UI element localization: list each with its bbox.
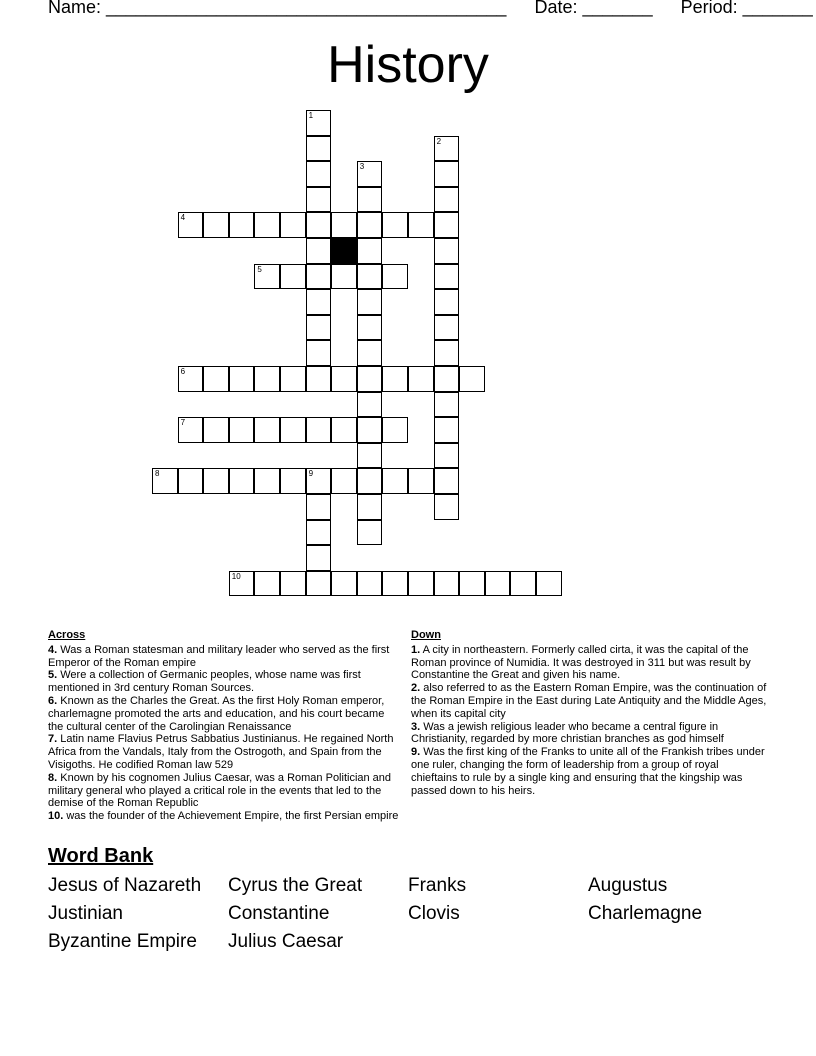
grid-cell[interactable] (254, 571, 280, 597)
grid-cell[interactable] (434, 212, 460, 238)
grid-cell[interactable] (434, 417, 460, 443)
grid-cell[interactable] (203, 468, 229, 494)
grid-cell[interactable] (306, 494, 332, 520)
word-bank-item: Julius Caesar (228, 931, 344, 952)
word-bank-item: Justinian (48, 903, 123, 924)
grid-cell[interactable] (306, 340, 332, 366)
grid-cell[interactable] (382, 571, 408, 597)
word-bank-item: Augustus (588, 875, 668, 896)
clue-number: 5 (257, 264, 262, 274)
grid-cell[interactable] (536, 571, 562, 597)
page-title: History (327, 36, 489, 94)
grid-cell[interactable] (306, 212, 332, 238)
grid-cell[interactable] (434, 289, 460, 315)
clue-number: 3. (411, 720, 421, 733)
down-clue (411, 746, 767, 797)
grid-cell[interactable] (434, 340, 460, 366)
clue-number: 6. (48, 694, 58, 707)
grid-cell[interactable] (306, 366, 332, 392)
grid-cell[interactable] (408, 571, 434, 597)
clue-number: 9. (411, 746, 421, 759)
grid-cell[interactable] (357, 289, 383, 315)
grid-cell[interactable] (408, 212, 434, 238)
grid-cell[interactable] (382, 264, 408, 290)
grid-cell[interactable] (434, 443, 460, 469)
grid-cell[interactable] (434, 136, 460, 162)
clue-number: 4. (48, 643, 58, 656)
grid-cell[interactable] (434, 392, 460, 418)
across-clue (48, 695, 400, 733)
word-bank-item: Constantine (228, 903, 330, 924)
grid-cell[interactable] (357, 315, 383, 341)
grid-cell[interactable] (229, 417, 255, 443)
word-bank-title: Word Bank (48, 845, 154, 867)
down-clue (411, 682, 767, 720)
grid-cell[interactable] (280, 264, 306, 290)
across-clues (48, 629, 400, 823)
across-clue (48, 733, 400, 771)
grid-cell[interactable] (382, 417, 408, 443)
across-clue (48, 669, 400, 695)
grid-cell[interactable] (408, 366, 434, 392)
clue-text: Was a jewish religious leader who became a central figure in Christianity, regarded by more christian branches as god himself (411, 720, 724, 746)
clue-text: Known by his cognomen Julius Caesar, was a Roman Politician and military general who played a critical role in the events that led to the demise of the Roman Republic (48, 771, 392, 810)
grid-cell[interactable] (331, 212, 357, 238)
grid-cell[interactable] (254, 264, 280, 290)
grid-cell[interactable] (357, 264, 383, 290)
across-heading: Across (48, 629, 86, 641)
date-field[interactable]: Date: _______ (534, 0, 653, 17)
grid-cell[interactable] (357, 212, 383, 238)
grid-cell[interactable] (280, 571, 306, 597)
grid-cell[interactable] (357, 571, 383, 597)
grid-cell[interactable] (306, 468, 332, 494)
grid-cell[interactable] (434, 264, 460, 290)
grid-cell[interactable] (152, 468, 178, 494)
grid-cell[interactable] (434, 161, 460, 187)
grid-cell[interactable] (357, 392, 383, 418)
clue-text: Was a Roman statesman and military leader who served as the first Emperor of the Roman empire (48, 643, 390, 669)
clue-number: 1. (411, 643, 421, 656)
clue-text: Latin name Flavius Petrus Sabbatius Justinianus. He regained North Africa from the Vandals, Italy from the Ostrogoth, and Spain from the Visigoths. He codified Roman law 529 (48, 733, 394, 771)
word-bank-item: Franks (408, 875, 467, 896)
grid-cell[interactable] (203, 366, 229, 392)
grid-cell[interactable] (382, 366, 408, 392)
clue-number: 1 (308, 111, 314, 120)
grid-cell[interactable] (229, 571, 255, 597)
grid-cell[interactable] (434, 366, 460, 392)
grid-cell[interactable] (357, 468, 383, 494)
grid-cell[interactable] (382, 212, 408, 238)
clue-number: 5. (48, 669, 58, 682)
grid-cell[interactable] (357, 417, 383, 443)
word-bank-item: Charlemagne (588, 903, 703, 924)
grid-cell[interactable] (357, 520, 383, 546)
grid-cell[interactable] (254, 468, 280, 494)
grid-cell[interactable] (306, 417, 332, 443)
clue-text: was the founder of the Achievement Empire, the first Persian empire (63, 810, 399, 823)
name-field[interactable]: Name: ________________________________________ (48, 0, 507, 17)
clue-number: 9 (308, 469, 314, 479)
grid-cell[interactable] (434, 571, 460, 597)
clue-number: 4 (180, 213, 186, 223)
grid-cell[interactable] (357, 187, 383, 213)
grid-cell[interactable] (357, 443, 383, 469)
grid-cell[interactable] (434, 494, 460, 520)
grid-cell[interactable] (331, 468, 357, 494)
grid-cell[interactable] (203, 417, 229, 443)
word-bank-item: Cyrus the Great (228, 875, 363, 896)
word-bank-item: Clovis (408, 903, 460, 924)
grid-cell[interactable] (510, 571, 536, 597)
down-clues (411, 629, 767, 797)
black-cell (331, 238, 357, 264)
clue-number: 6 (180, 367, 186, 376)
down-clue (411, 644, 767, 682)
clue-text: Known as the Charles the Great. As the first Holy Roman emperor, charlemagne promoted the arts and education, and his court became the cultural center of the Carolingian Renaissance (48, 694, 385, 733)
clue-number: 8 (155, 469, 160, 479)
clue-text: also referred to as the Eastern Roman Empire, was the continuation of the Roman Empire in the East during Late Antiquity and the Middle Ages, when its capital city (411, 682, 767, 720)
grid-cell[interactable] (357, 161, 383, 187)
grid-cell[interactable] (306, 571, 332, 597)
grid-cell[interactable] (178, 417, 204, 443)
grid-cell[interactable] (331, 264, 357, 290)
grid-cell[interactable] (178, 468, 204, 494)
grid-cell[interactable] (485, 571, 511, 597)
grid-cell[interactable] (306, 264, 332, 290)
grid-cell[interactable] (331, 571, 357, 597)
grid-cell[interactable] (178, 366, 204, 392)
grid-cell[interactable] (306, 315, 332, 341)
clue-text: Were a collection of Germanic peoples, whose name was first mentioned in 3rd century Roman Sources. (48, 669, 361, 695)
clue-number: 3 (359, 162, 365, 172)
grid-cell[interactable] (229, 366, 255, 392)
across-clue (48, 644, 400, 670)
grid-cell[interactable] (434, 238, 460, 264)
grid-cell[interactable] (178, 212, 204, 238)
grid-cell[interactable] (382, 468, 408, 494)
across-clue (48, 810, 400, 823)
grid-cell[interactable] (306, 136, 332, 162)
grid-cell[interactable] (203, 212, 229, 238)
clue-number: 2 (436, 136, 442, 146)
grid-cell[interactable] (306, 238, 332, 264)
grid-cell[interactable] (434, 315, 460, 341)
grid-cell[interactable] (357, 238, 383, 264)
grid-cell[interactable] (434, 468, 460, 494)
grid-cell[interactable] (306, 161, 332, 187)
grid-cell[interactable] (280, 366, 306, 392)
period-field[interactable]: Period: _______ (680, 0, 813, 17)
clue-number: 10. (48, 810, 64, 823)
grid-cell[interactable] (229, 468, 255, 494)
clue-number: 7. (48, 733, 58, 746)
word-bank-item: Jesus of Nazareth (48, 875, 202, 896)
clue-number: 2. (411, 682, 421, 695)
clue-text: Was the first king of the Franks to unite all of the Frankish tribes under one ruler, changing the form of leadership from a group of royal chieftains to rule by a single king and ensuring that the kingship was passed down to his heirs. (411, 746, 765, 797)
grid-cell[interactable] (306, 545, 332, 571)
grid-cell[interactable] (254, 366, 280, 392)
clue-text: A city in northeastern. Formerly called cirta, it was the capital of the Roman province of Numidia. It was destroyed in 311 but was result by Constantine the Great and given his name. (411, 643, 751, 682)
grid-cell[interactable] (254, 417, 280, 443)
grid-cell[interactable] (331, 417, 357, 443)
grid-cell[interactable] (331, 366, 357, 392)
grid-cell[interactable] (357, 340, 383, 366)
down-clue (411, 721, 767, 747)
grid-cell[interactable] (254, 212, 280, 238)
grid-cell[interactable] (459, 571, 485, 597)
grid-cell[interactable] (357, 494, 383, 520)
grid-cell[interactable] (459, 366, 485, 392)
clue-number: 8. (48, 771, 58, 784)
word-bank-item: Byzantine Empire (48, 931, 197, 952)
clue-number: 7 (180, 418, 186, 428)
across-clue (48, 772, 400, 810)
grid-cell[interactable] (306, 289, 332, 315)
grid-cell[interactable] (229, 212, 255, 238)
grid-cell[interactable] (306, 520, 332, 546)
grid-cell[interactable] (280, 417, 306, 443)
down-heading: Down (411, 629, 441, 641)
grid-cell[interactable] (408, 468, 434, 494)
grid-cell[interactable] (434, 187, 460, 213)
grid-cell[interactable] (306, 110, 332, 136)
grid-cell[interactable] (306, 187, 332, 213)
grid-cell[interactable] (357, 366, 383, 392)
clue-number: 10 (231, 571, 241, 581)
grid-cell[interactable] (280, 212, 306, 238)
grid-cell[interactable] (280, 468, 306, 494)
